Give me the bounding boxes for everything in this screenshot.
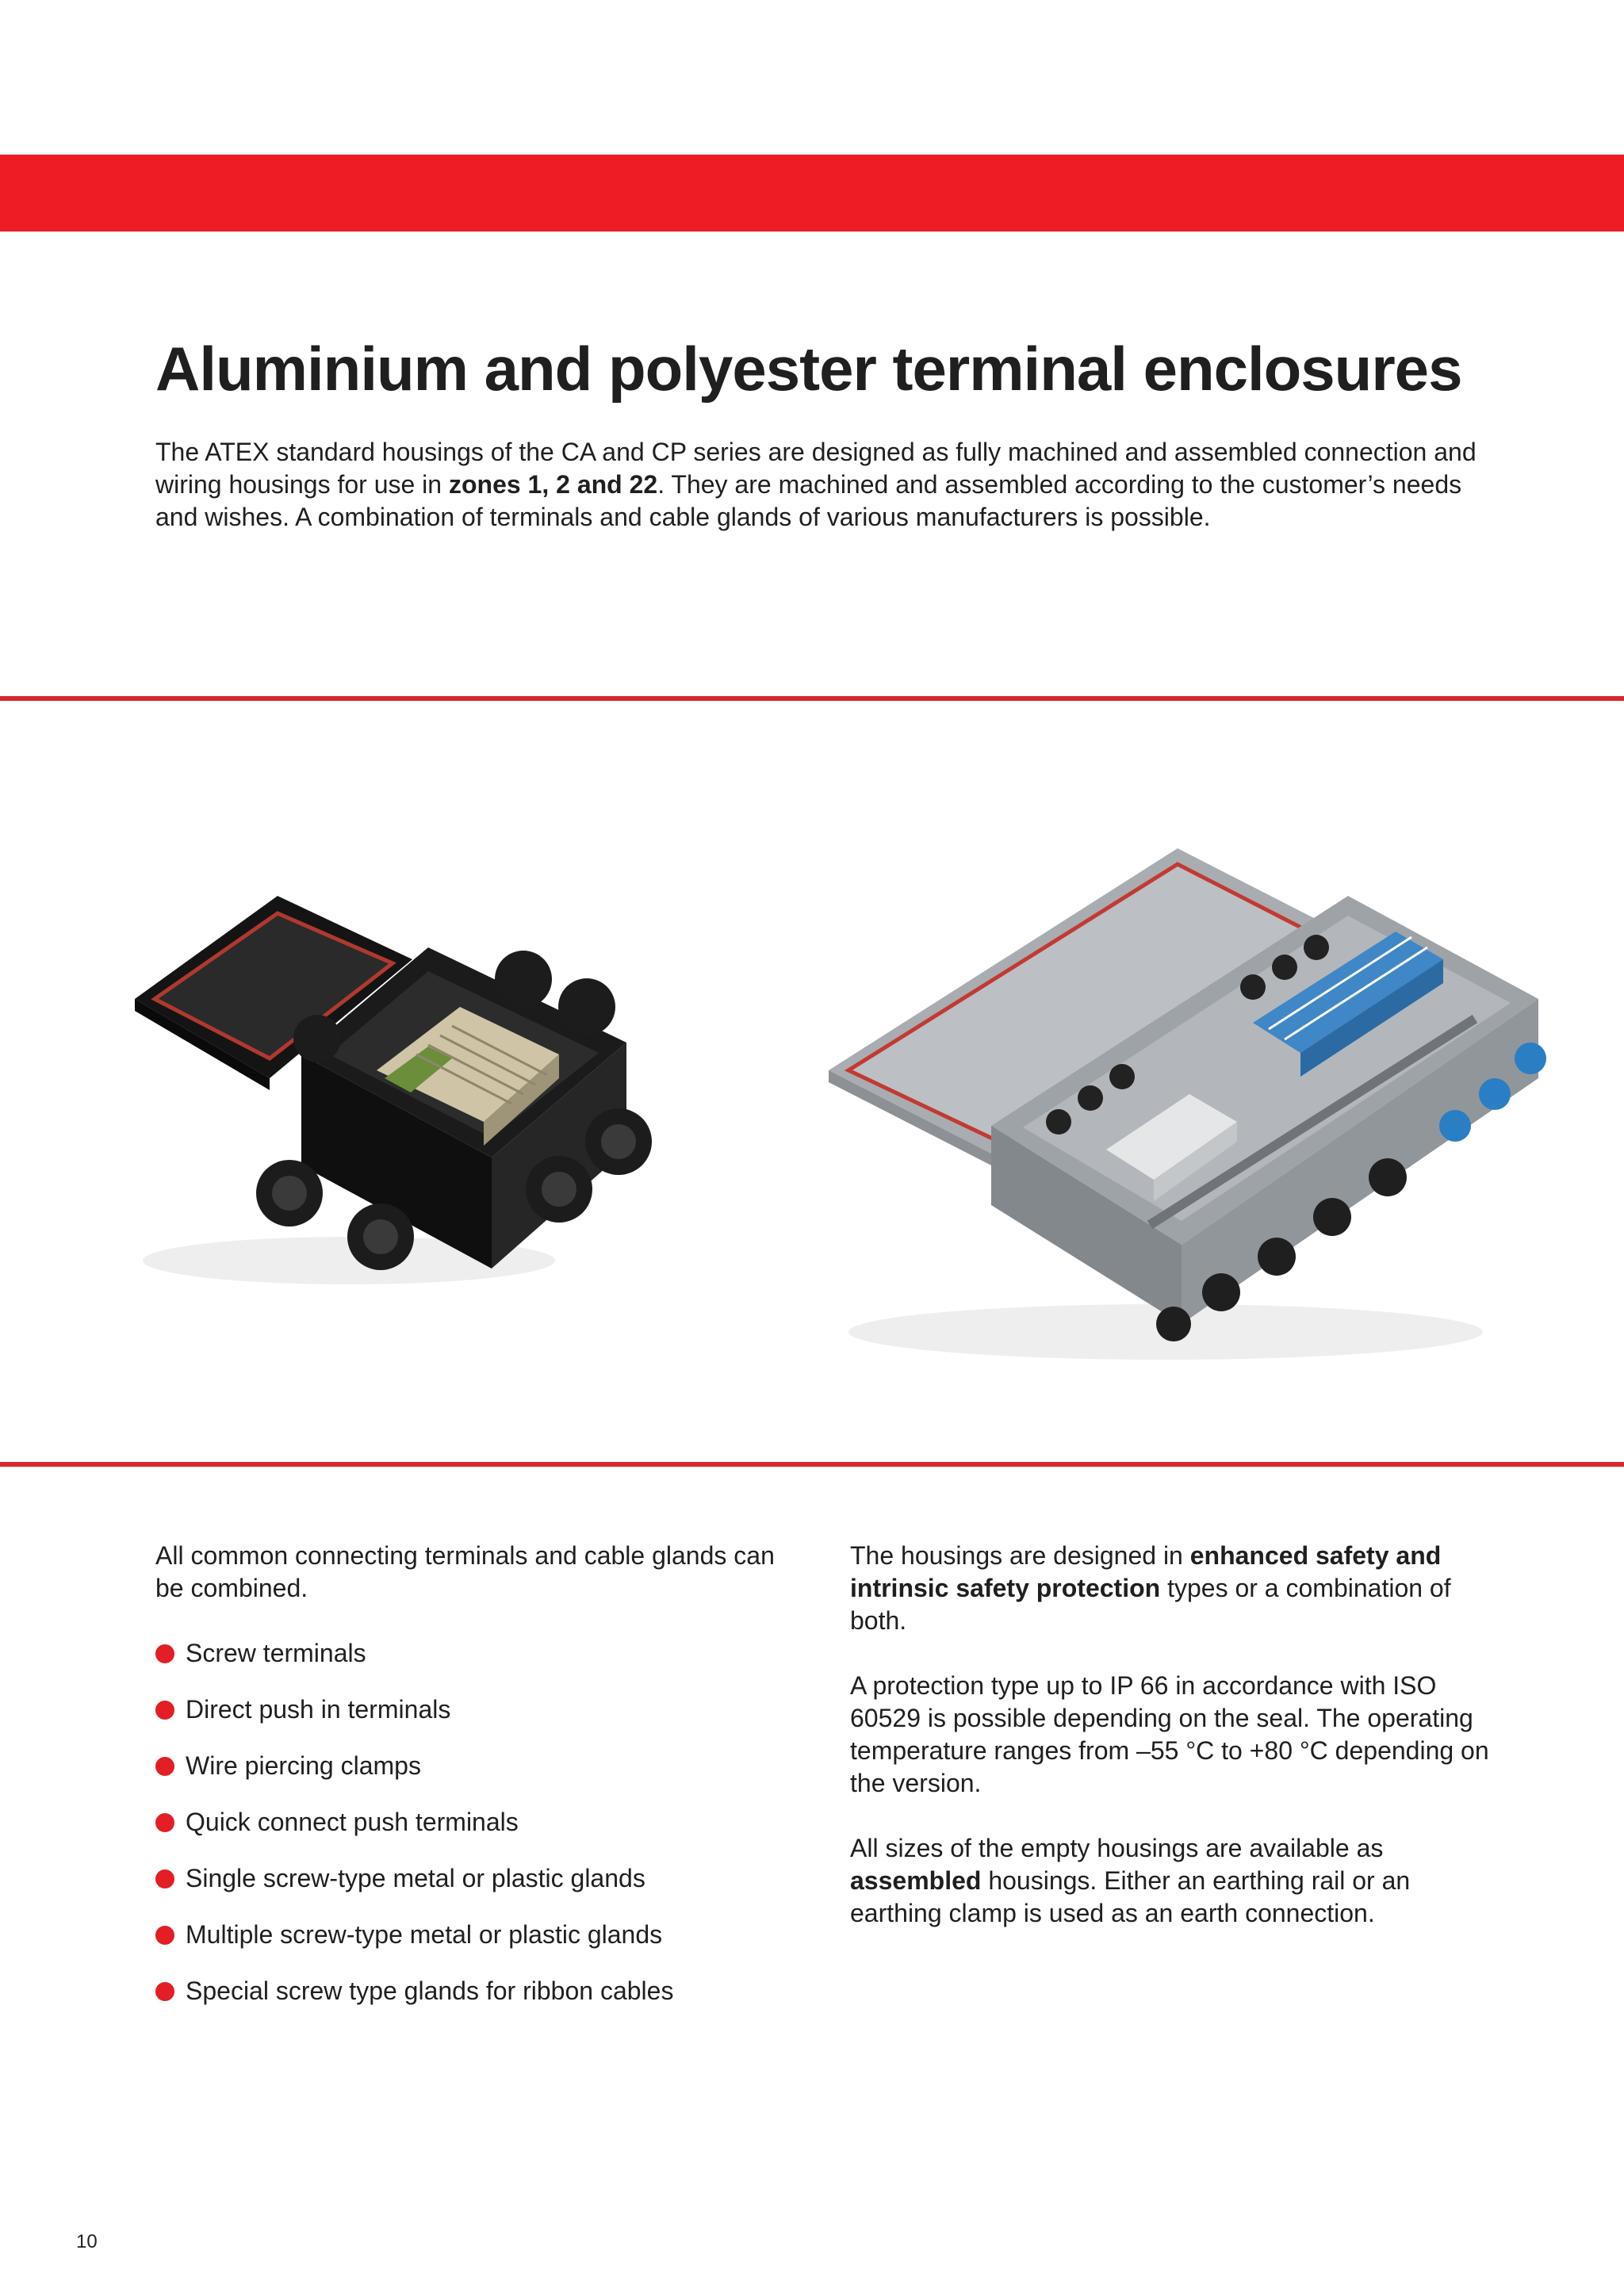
bullet-dot-icon: [155, 1701, 174, 1720]
list-item-text: Quick connect push terminals: [186, 1808, 519, 1836]
black-enclosure-photo: [135, 896, 652, 1284]
intro-text-end: . They are machined and assembled according to the customer’s needs and wishes. A combination of terminals and cable glands of various manufacturers is possible.: [155, 470, 1462, 531]
safety-paragraph: [850, 1540, 1508, 1637]
bottom-divider-rule: [0, 1462, 1624, 1467]
intro-text-start: The ATEX standard housings of the CA and CP series are designed as fully machined and assembled connection and wiring housings for use in: [155, 438, 1477, 499]
assembled-bold: assembled: [850, 1866, 982, 1895]
intro-paragraph: [155, 436, 1503, 534]
top-divider-rule: [0, 696, 1624, 701]
header-red-band: [0, 155, 1624, 232]
safety-text-start: The housings are designed in: [850, 1541, 1190, 1570]
list-item-text: Wire piercing clamps: [186, 1751, 421, 1780]
assembled-text-end: housings. Either an earthing rail or an earthing clamp is used as an earth connection.: [850, 1866, 1411, 1927]
right-column: [850, 1540, 1508, 1962]
assembled-paragraph: [850, 1832, 1508, 1930]
intro-zones-bold: zones 1, 2 and 22: [448, 470, 658, 499]
list-item: [155, 1693, 790, 1750]
bullet-dot-icon: [155, 1813, 174, 1832]
left-column: [155, 1540, 790, 2031]
bullet-dot-icon: [155, 1982, 174, 2001]
list-item: [155, 1750, 790, 1806]
bullet-dot-icon: [155, 1644, 174, 1663]
list-item: [155, 1637, 790, 1693]
list-item-text: Multiple screw-type metal or plastic glands: [186, 1920, 663, 1949]
feature-list: [155, 1637, 790, 2031]
page-number: 10: [76, 2231, 98, 2252]
left-column-intro: All common connecting terminals and cable glands can be combined.: [155, 1541, 775, 1602]
list-item: [155, 1975, 790, 2031]
bullet-dot-icon: [155, 1926, 174, 1945]
list-item-text: Screw terminals: [186, 1639, 366, 1667]
page-title: Aluminium and polyester terminal enclosures: [155, 334, 1462, 404]
assembled-text-start: All sizes of the empty housings are available as: [850, 1834, 1384, 1862]
bullet-dot-icon: [155, 1869, 174, 1888]
protection-paragraph: A protection type up to IP 66 in accordance with ISO 60529 is possible depending on the seal. The operating temperature ranges from –55 °C to +80 °C depending on the version.: [850, 1671, 1489, 1797]
list-item-text: Special screw type glands for ribbon cables: [186, 1976, 674, 2005]
list-item-text: Direct push in terminals: [186, 1695, 451, 1724]
product-photos: [111, 817, 1554, 1372]
list-item: [155, 1919, 790, 1975]
safety-text-end: types or a combination of both.: [850, 1574, 1451, 1635]
grey-enclosure-photo: [829, 848, 1546, 1360]
safety-bold: enhanced safety and intrinsic safety protection: [850, 1541, 1442, 1602]
list-item-text: Single screw-type metal or plastic glands: [186, 1864, 645, 1892]
list-item: [155, 1862, 790, 1919]
list-item: [155, 1806, 790, 1862]
bullet-dot-icon: [155, 1757, 174, 1776]
